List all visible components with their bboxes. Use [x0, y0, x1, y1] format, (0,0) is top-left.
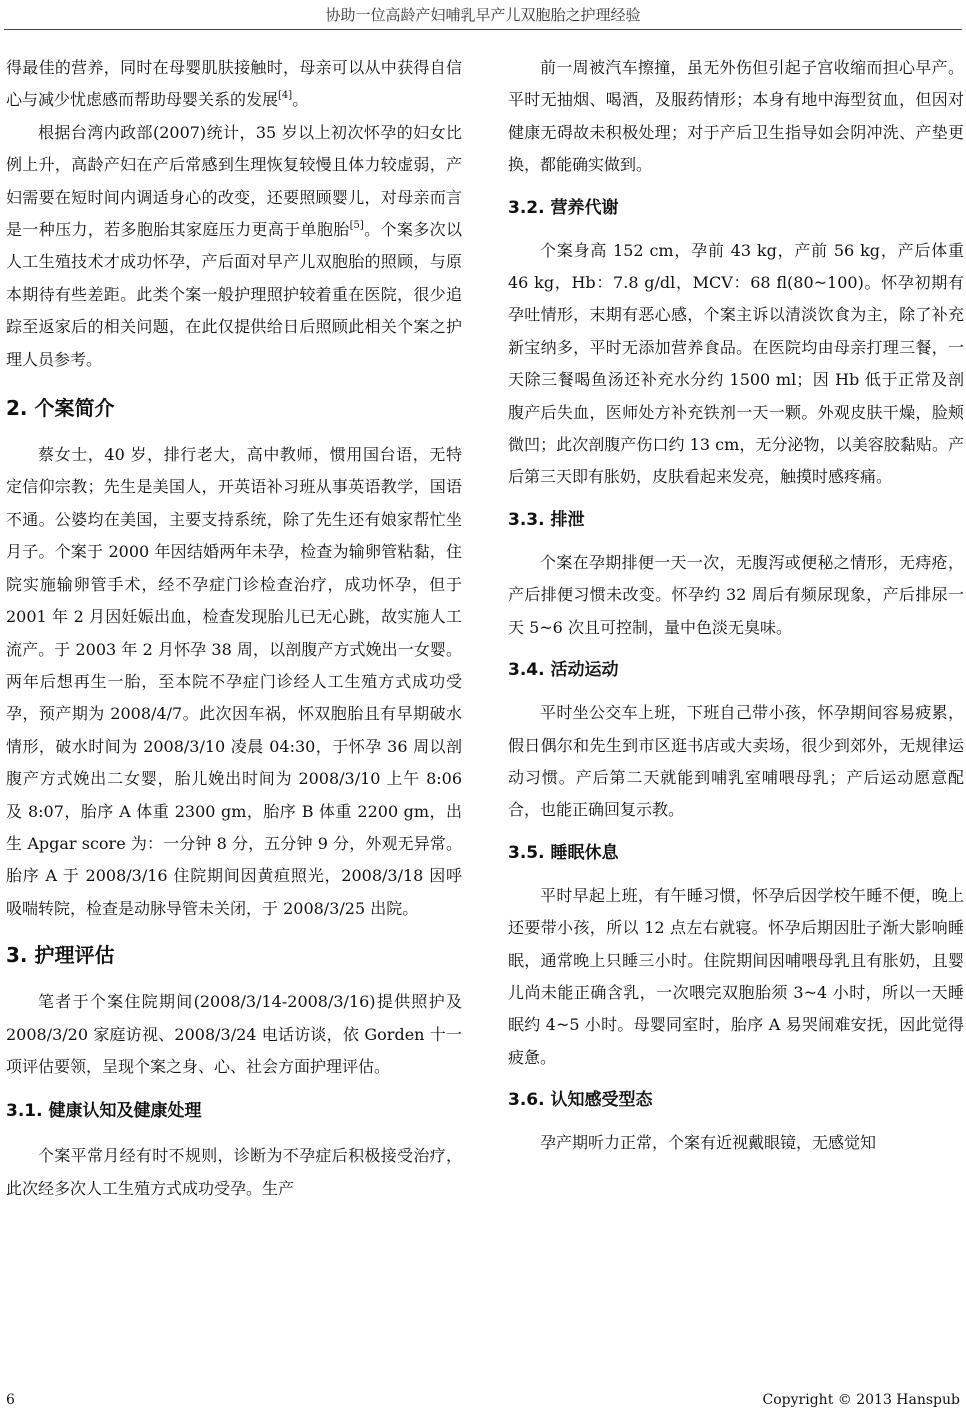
header-rule	[4, 29, 962, 30]
running-header	[0, 0, 966, 30]
paragraph: 前一周被汽车擦撞，虽无外伤但引起子宫收缩而担心早产。平时无抽烟、喝酒，及服药情形；本身有地中海型贫血，但因对健康无碍故未积极处理；对于产后卫生指导如会阴冲洗、产垫更换，都能确实做到。	[508, 58, 964, 175]
paragraph: 得最佳的营养，同时在母婴肌肤接触时，母亲可以从中获得自信心与减少忧虑感而帮助母婴关系的发展[4]。	[6, 58, 462, 110]
paragraph: 笔者于个案住院期间(2008/3/14-2008/3/16)提供照护及 2008/3/20 家庭访视、2008/3/24 电话访谈，依 Gorden 十一项评估要领，呈现个案之身、心、社会方面护理评估。	[6, 992, 462, 1076]
left-column	[6, 52, 462, 1205]
paragraph: 平时坐公交车上班，下班自己带小孩，怀孕期间容易疲累，假日偶尔和先生到市区逛书店或大卖场，很少到郊外，无规律运动习惯。产后第二天就能到哺乳室哺喂母乳；产后运动愿意配合，也能正确回复示教。	[508, 703, 964, 820]
subsection-heading: 3.3. 排泄	[508, 509, 585, 530]
paragraph: 个案平常月经有时不规则，诊断为不孕症后积极接受治疗，此次经多次人工生殖方式成功受孕。生产	[6, 1146, 462, 1198]
subsection-heading: 3.1. 健康认知及健康处理	[6, 1101, 202, 1122]
paragraph: 个案身高 152 cm，孕前 43 kg，产前 56 kg，产后体重 46 kg，Hb：7.8 g/dl，MCV：68 fl(80~100)。怀孕初期有孕吐情形，末期有恶心感，个案主诉以清淡饮食为主，除了补充新宝纳多，平时无添加营养食品。在医院均由母亲打理三餐，一天除三餐喝鱼汤还补充水分约 1500 ml；因 Hb 低于正常及剖腹产后失血，医师处方补充铁剂一天一颗。外观皮肤干燥，脸颊微凹；此次剖腹产伤口约 13 cm，无分泌物，以美容胶黏贴。产后第三天即有胀奶，皮肤看起来发亮，触摸时感疼痛。	[508, 240, 964, 487]
citation: [4]	[278, 90, 293, 102]
subsection-heading: 3.6. 认知感受型态	[508, 1090, 653, 1111]
subsection-heading: 3.4. 活动运动	[508, 660, 619, 681]
paragraph: 平时早起上班，有午睡习惯，怀孕后因学校午睡不便，晚上还要带小孩，所以 12 点左右就寝。怀孕后期因肚子渐大影响睡眠，通常晚上只睡三小时。住院期间因哺喂母乳且有胀奶，且婴儿尚未能正确含乳，一次喂完双胞胎须 3~4 小时，所以一天睡眠约 4~5 小时。母婴同室时，胎序 A 易哭闹难安抚，因此觉得疲惫。	[508, 885, 964, 1067]
section-heading: 2. 个案简介	[6, 396, 115, 421]
paragraph: 个案在孕期排便一天一次，无腹泻或便秘之情形，无痔疮，产后排便习惯未改变。怀孕约 32 周后有频尿现象，产后排尿一天 5~6 次且可控制，量中色淡无臭味。	[508, 552, 964, 637]
copyright-notice: Copyright © 2013 Hanspub	[762, 1392, 960, 1408]
subsection-heading: 3.5. 睡眠休息	[508, 842, 619, 863]
right-column	[508, 52, 964, 1160]
paragraph: 蔡女士，40 岁，排行老大，高中教师，惯用国台语，无特定信仰宗教；先生是美国人，开英语补习班从事英语教学，国语不通。公婆均在美国，主要支持系统，除了先生还有娘家帮忙坐月子。个案于 2000 年因结婚两年未孕，检查为输卵管粘黏，住院实施输卵管手术，经不孕症门诊检查治疗，成功怀孕，但于 2001 年 2 月因妊娠出血，检查发现胎儿已无心跳，故实施人工流产。于 2003 年 2 月怀孕 38 周，以剖腹产方式娩出一女婴。两年后想再生一胎，至本院不孕症门诊经人工生殖方式成功受孕，预产期为 2008/4/7。此次因车祸，怀双胞胎且有早期破水情形，破水时间为 2008/3/10 凌晨 04:30，于怀孕 36 周以剖腹产方式娩出二女婴，胎儿娩出时间为 2008/3/10 上午 8:06 及 8:07，胎序 A 体重 2300 gm，胎序 B 体重 2200 gm，出生 Apgar score 为：一分钟 8 分，五分钟 9 分，外观无异常。胎序 A 于 2008/3/16 住院期间因黄疸照光，2008/3/18 因呼吸喘转院，检查是动脉导管未关闭，于 2008/3/25 出院。	[6, 445, 462, 918]
citation: [5]	[349, 220, 364, 232]
section-heading: 3. 护理评估	[6, 943, 115, 968]
page-footer	[0, 1392, 966, 1412]
paragraph: 根据台湾内政部(2007)统计，35 岁以上初次怀孕的妇女比例上升，高龄产妇在产后常感到生理恢复较慢且体力较虚弱，产妇需要在短时间内调适身心的改变，还要照顾婴儿，对母亲而言是一种压力，若多胞胎其家庭压力更高于单胞胎[5]。个案多次以人工生殖技术才成功怀孕，产后面对早产儿双胞胎的照顾，与原本期待有些差距。此类个案一般护理照护较着重在医院，很少追踪至返家后的相关问题，在此仅提供给日后照顾此相关个案之护理人员参考。	[6, 122, 462, 369]
page-number: 6	[6, 1392, 15, 1408]
subsection-heading: 3.2. 营养代谢	[508, 197, 619, 218]
running-title: 协助一位高龄产妇哺乳早产儿双胞胎之护理经验	[325, 6, 641, 24]
paragraph: 孕产期听力正常，个案有近视戴眼镜，无感觉知	[540, 1133, 877, 1153]
